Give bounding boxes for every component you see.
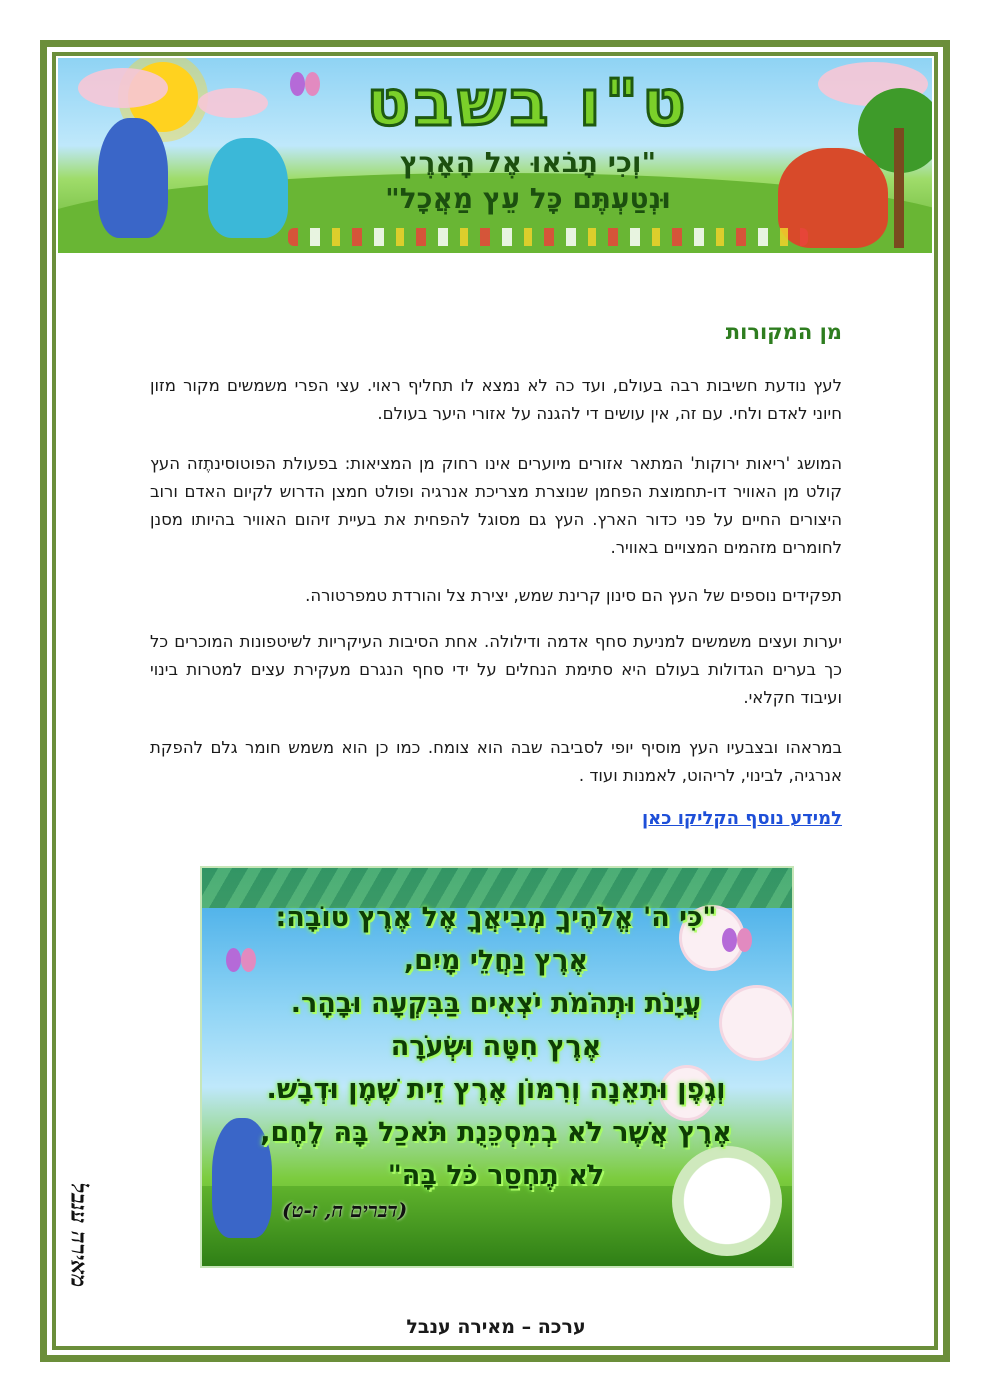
verse-line: וְגֶפֶן וּתְאֵנָה וְרִמּוֹן אֶרֶץ זֵית שֶׁמֶן וּדְבָשׁ. bbox=[266, 1074, 726, 1105]
verse-image bbox=[200, 866, 794, 1268]
paragraph-5-block bbox=[150, 734, 842, 790]
verse-line: "כִּי ה' אֱלֹהֶיךָ מְבִיאֲךָ אֶל אֶרֶץ טוֹבָה: bbox=[275, 902, 717, 933]
paragraph: המושג 'ריאות ירוקות' המתאר אזורים מיוערים אינו רחוק מן המציאות: בפעולת הפוטוסינתֶזה העץ קולט מן האוויר דו-תחמוצת הפחמן שנוצרת מצריכת אנרגיה ופולט חמצן הדרוש לקיום האדם ורוב היצורים החיים על פני כדור הארץ. העץ גם מסוגל להפחית את בעיית זיהום האוויר בהיותו מסנן לחומרים מזהמים המצויים באוויר. bbox=[150, 454, 842, 557]
paragraph-2-block bbox=[150, 450, 842, 562]
verse-line: לֹא תֶחְסַר כֹּל בָּהּ" bbox=[387, 1160, 605, 1191]
flower-row bbox=[288, 228, 808, 246]
paragraph-1-block bbox=[150, 372, 842, 428]
tree-trunk bbox=[894, 128, 904, 248]
girl-planting-icon bbox=[208, 138, 288, 238]
banner-verse-line-2: וּנְטַעְתֶּם כָּל עֵץ מַאֲכָל" bbox=[385, 182, 671, 215]
paragraph: תפקידים נוספים של העץ הם סינון קרינת שמש, יצירת צל והורדת טמפרטורה. bbox=[305, 586, 842, 605]
blossom-branch-icon bbox=[78, 68, 168, 108]
verse-line: אֶרֶץ חִטָּה וּשְׂעֹרָה bbox=[390, 1031, 602, 1062]
section-heading: מן המקורות bbox=[725, 320, 842, 344]
more-info-link[interactable]: למידע נוסף הקליקו כאן bbox=[641, 808, 842, 829]
paragraph-4-block bbox=[150, 628, 842, 712]
paragraph: יערות ועצים משמשים למניעת סחף אדמה ודילולה. אחת הסיבות העיקריות לשיטפונות המוכרים כל כך בערים הגדולות בעולם היא סתימת הנחלים על ידי סחף הנגרם מעקירת עצים למטרות בינוי ועיבוד חקלאי. bbox=[150, 632, 842, 707]
boy-planting-icon bbox=[98, 118, 168, 238]
footer-credit: ערכה – מאירה ענבל bbox=[406, 1316, 586, 1338]
blossom-branch-icon bbox=[198, 88, 268, 118]
author-signature bbox=[58, 1165, 98, 1305]
signature-text: מאירה ענבל bbox=[65, 1182, 91, 1288]
verse-line: אֶרֶץ אֲשֶׁר לֹא בְמִסְכֵּנֻת תֹּאכַל בָּהּ לֶחֶם, bbox=[260, 1117, 732, 1148]
paragraph: לעץ נודעת חשיבות רבה בעולם, ועד כה לא נמצא לו תחליף ראוי. עצי הפרי משמשים מקור מזון חיוני לאדם ולחי. עם זה, אין עושים די להגנה על אזורי היער בעולם. bbox=[150, 376, 842, 423]
verse-line: עֲיָנֹת וּתְהֹמֹת יֹצְאִים בַּבִּקְעָה וּבָהָר. bbox=[290, 988, 702, 1019]
paragraph-3-block bbox=[150, 582, 842, 610]
banner-title: ט"ו בשבט bbox=[366, 67, 690, 141]
verse-source: (דברים ח, ז-ט) bbox=[282, 1198, 408, 1222]
verse-text bbox=[222, 896, 770, 1197]
verse-line: אֶרֶץ נַחֲלֵי מָיִם, bbox=[403, 945, 589, 976]
butterfly-icon bbox=[290, 72, 320, 98]
paragraph: במראהו ובצבעיו העץ מוסיף יופי לסביבה שבה הוא צומח. כמו כן הוא משמש חומר גלם להפקת אנרגיה, לבינוי, לריהוט, לאמנות ועוד . bbox=[150, 738, 842, 785]
header-banner bbox=[58, 58, 932, 253]
banner-verse-line-1: "וְכִי תָבֹאוּ אֶל הָאָרֶץ bbox=[399, 146, 657, 179]
